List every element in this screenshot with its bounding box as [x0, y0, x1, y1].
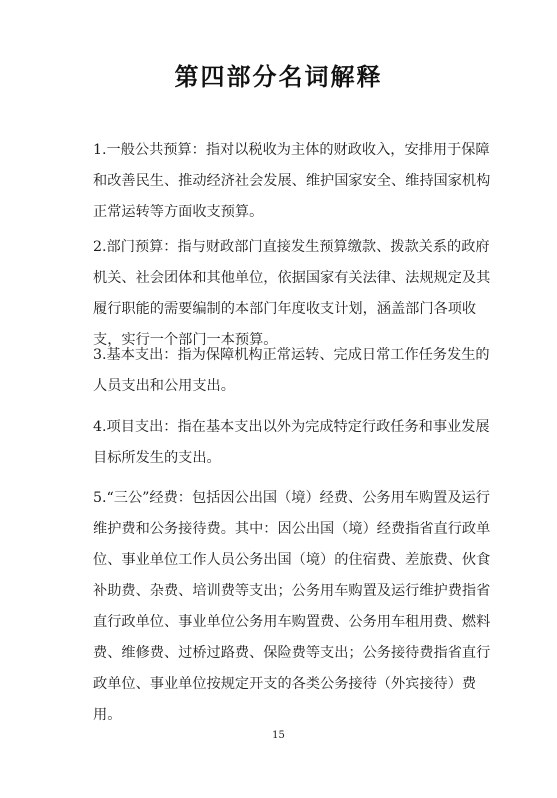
- page-title: 第四部分名词解释: [174, 62, 383, 91]
- definition-paragraph-project-expenditure: 4.项目支出：指在基本支出以外为完成特定行政任务和事业发展目标所发生的支出。: [93, 419, 490, 466]
- definition-paragraph-department-budget: 2.部门预算：指与财政部门直接发生预算缴款、拨款关系的政府机关、社会团体和其他单位，依据国家有关法律、法规规定及其履行职能的需要编制的本部门年度收支计划，涵盖部门各项收支，实行一个部门一本预算。: [93, 239, 491, 348]
- definition-paragraph-three-public-expenses: 5.“三公”经费：包括因公出国（境）经费、公务用车购置及运行维护费和公务接待费。其中：因公出国（境）经费指省直行政单位、事业单位工作人员公务出国（境）的住宿费、差旅费、伙食补助费、杂费、培训费等支出；公务用车购置及运行维护费指省直行政单位、事业单位公务用车购置费、公务用车租用费、燃料费、维修费、过桥过路费、保险费等支出；公务接待费指省直行政单位、事业单位按规定开支的各类公务接待（外宾接待）费用。: [93, 490, 491, 723]
- page-number: 15: [272, 730, 285, 741]
- definition-paragraph-general-budget: 1.一般公共预算：指对以税收为主体的财政收入，安排用于保障和改善民生、推动经济社会发展、维护国家安全、维持国家机构正常运转等方面收支预算。: [93, 142, 491, 220]
- definition-paragraph-basic-expenditure: 3.基本支出：指为保障机构正常运转、完成日常工作任务发生的人员支出和公用支出。: [93, 347, 490, 394]
